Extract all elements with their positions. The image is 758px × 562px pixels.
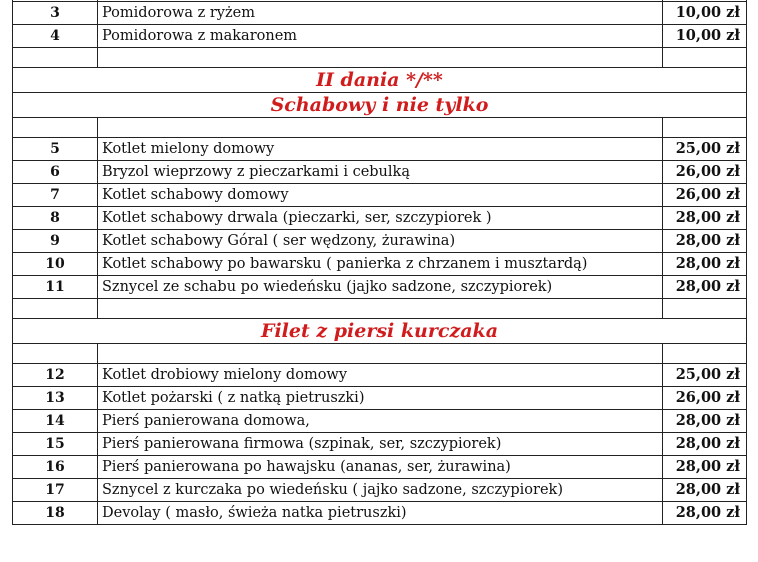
item-name: Kotlet pożarski ( z natką pietruszki) [98, 387, 663, 410]
item-price: 10,00 zł [663, 2, 747, 25]
menu-row [13, 184, 747, 207]
item-name: Kotlet drobiowy mielony domowy [98, 364, 663, 387]
item-number: 9 [13, 230, 98, 253]
item-name: Kotlet schabowy domowy [98, 184, 663, 207]
item-price: 28,00 zł [663, 410, 747, 433]
section-header [13, 319, 747, 344]
item-price: 28,00 zł [663, 479, 747, 502]
menu-row [13, 253, 747, 276]
item-name: Devolay ( masło, świeża natka pietruszki) [98, 502, 663, 525]
item-name: Kotlet schabowy po bawarsku ( panierka z chrzanem i musztardą) [98, 253, 663, 276]
item-number: 13 [13, 387, 98, 410]
menu-row [13, 502, 747, 525]
menu-row [13, 456, 747, 479]
item-name: Sznycel ze schabu po wiedeńsku (jajko sadzone, szczypiorek) [98, 276, 663, 299]
schabowy-title: Schabowy i nie tylko [13, 93, 747, 118]
item-number: 15 [13, 433, 98, 456]
blank-row [13, 48, 747, 68]
menu-row [13, 433, 747, 456]
item-number: 14 [13, 410, 98, 433]
item-price: 28,00 zł [663, 230, 747, 253]
item-price: 25,00 zł [663, 364, 747, 387]
menu-row [13, 276, 747, 299]
item-name: Pomidorowa z ryżem [98, 2, 663, 25]
menu-row [13, 138, 747, 161]
item-number: 17 [13, 479, 98, 502]
menu-row [13, 2, 747, 25]
item-name: Bryzol wieprzowy z pieczarkami i cebulką [98, 161, 663, 184]
item-name: Pierś panierowana domowa, [98, 410, 663, 433]
item-price: 28,00 zł [663, 502, 747, 525]
item-name: Pierś panierowana firmowa (szpinak, ser, szczypiorek) [98, 433, 663, 456]
item-price: 25,00 zł [663, 138, 747, 161]
section-header [13, 68, 747, 93]
menu-row [13, 410, 747, 433]
blank-row [13, 344, 747, 364]
item-name: Kotlet schabowy Góral ( ser wędzony, żurawina) [98, 230, 663, 253]
menu-sheet [12, 0, 746, 525]
item-price: 10,00 zł [663, 25, 747, 48]
item-price: 28,00 zł [663, 456, 747, 479]
item-number: 7 [13, 184, 98, 207]
item-number: 3 [13, 2, 98, 25]
menu-row [13, 364, 747, 387]
item-price: 26,00 zł [663, 387, 747, 410]
menu-row [13, 230, 747, 253]
item-number: 4 [13, 25, 98, 48]
item-name: Kotlet mielony domowy [98, 138, 663, 161]
kurczak-title: Filet z piersi kurczaka [13, 319, 747, 344]
item-number: 18 [13, 502, 98, 525]
item-number: 11 [13, 276, 98, 299]
item-price: 28,00 zł [663, 207, 747, 230]
item-name: Pomidorowa z makaronem [98, 25, 663, 48]
item-price: 28,00 zł [663, 276, 747, 299]
menu-table [12, 0, 747, 525]
item-number: 10 [13, 253, 98, 276]
section-header [13, 93, 747, 118]
item-name: Sznycel z kurczaka po wiedeńsku ( jajko sadzone, szczypiorek) [98, 479, 663, 502]
item-name: Kotlet schabowy drwala (pieczarki, ser, szczypiorek ) [98, 207, 663, 230]
menu-row [13, 207, 747, 230]
menu-row [13, 479, 747, 502]
item-number: 5 [13, 138, 98, 161]
menu-row [13, 387, 747, 410]
item-price: 28,00 zł [663, 253, 747, 276]
item-price: 28,00 zł [663, 433, 747, 456]
menu-row [13, 25, 747, 48]
blank-row [13, 118, 747, 138]
item-price: 26,00 zł [663, 184, 747, 207]
item-number: 12 [13, 364, 98, 387]
blank-row [13, 299, 747, 319]
item-number: 6 [13, 161, 98, 184]
main-dishes-title: II dania */** [13, 68, 747, 93]
item-number: 16 [13, 456, 98, 479]
item-name: Pierś panierowana po hawajsku (ananas, ser, żurawina) [98, 456, 663, 479]
item-number: 8 [13, 207, 98, 230]
item-price: 26,00 zł [663, 161, 747, 184]
menu-row [13, 161, 747, 184]
